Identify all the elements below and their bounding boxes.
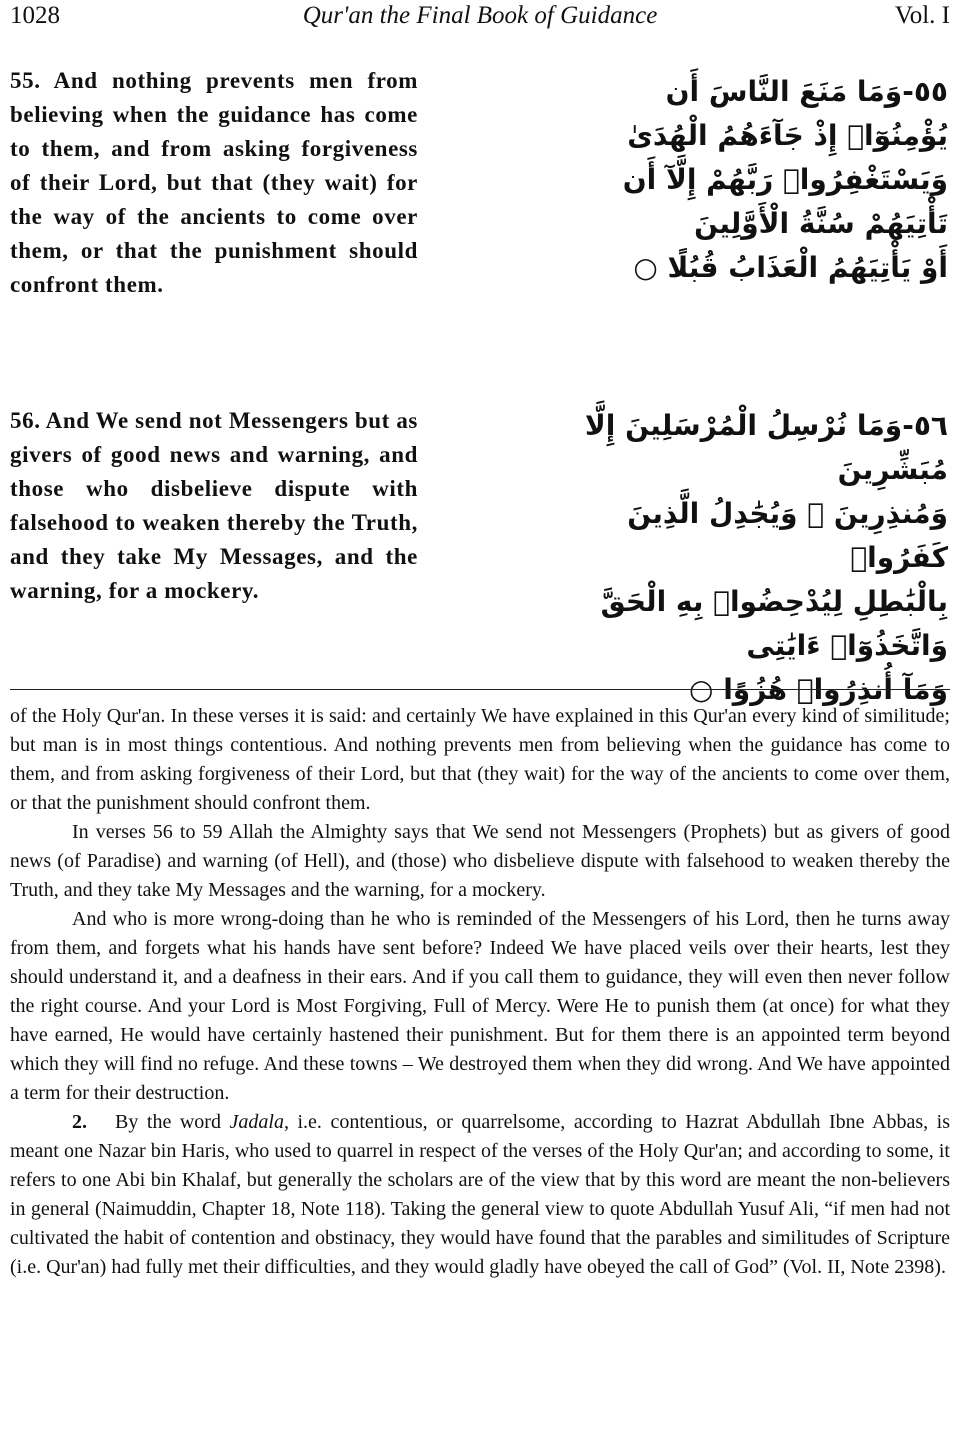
commentary	[10, 702, 950, 1282]
volume-label: Vol. I	[894, 2, 950, 29]
arabic-line: وَاتَّخَذُوٓا۟ ءَايَٰتِى	[746, 629, 948, 662]
commentary-paragraph: of the Holy Qur'an. In these verses it is said: and certainly We have explained in this Qur'an every kind of similitude; but man is in most things contentious. And nothing prevents men from believing when the guidance has come to them, and from asking forgiveness of their Lord, but that (they wait) for the way of the ancients to come over them, or that the punishment should confront them.	[10, 705, 950, 814]
arabic-line: أَوْ يَأْتِيَهُمُ الْعَذَابُ قُبُلًا ○	[633, 251, 948, 284]
commentary-paragraph: In verses 56 to 59 Allah the Almighty says that We send not Messengers (Prophets) but as givers of good news (of Paradise) and warning (of Hell), and (those) who disbelieve dispute with falsehood to weaken thereby the Truth, and they take My Messages and the warning, for a mockery.	[10, 821, 950, 901]
note-term: Jadala,	[229, 1111, 289, 1133]
note-text: By the word	[115, 1111, 230, 1133]
note-number: 2.	[72, 1111, 87, 1133]
running-title: Qur'an the Final Book of Guidance	[302, 2, 658, 29]
arabic-line: وَمَآ أُنذِرُوا۟ هُزُوًا ○	[689, 673, 948, 706]
note-text: i.e. contentious, or quarrelsome, according to Hazrat Abdullah Ibne Abbas, is meant one Nazar bin Haris, who used to quarrel in respect of the verses of the Holy Qur'an; and according to some, it refers to one Abi bin Khalaf, but generally the scholars are of the view that by this word are meant the non-believers in general (Naimuddin, Chapter 18, Note 118). Taking the general view to quote Abdullah Yusuf Ali, “if men had not cultivated the habit of contention and obstinacy, they would have found that the parables and similitudes of Scripture (i.e. Qur'an) had fully met their difficulties, and they would gladly have obeyed the call of God” (Vol. II, Note 2398).	[10, 1111, 950, 1278]
arabic-line: وَمُنذِرِينَ ۚ وَيُجَٰدِلُ الَّذِينَ كَفَرُوا۟	[627, 497, 948, 574]
arabic-line: بِالْبَٰطِلِ لِيُدْحِضُوا۟ بِهِ الْحَقَّ	[600, 585, 948, 618]
section-divider	[10, 689, 950, 690]
arabic-line: وَيَسْتَغْفِرُوا۟ رَبَّهُمْ إِلَّآ أَن	[622, 163, 948, 196]
verse-56-translation: 56. And We send not Messengers but as givers of good news and warning, and those who disbelieve dispute with falsehood to weaken thereby the Truth, and they take My Messages, and the warning, for a mockery.	[10, 408, 418, 603]
footnote-2	[10, 1108, 950, 1282]
commentary-paragraph: And who is more wrong-doing than he who is reminded of the Messengers of his Lord, then he turns away from them, and forgets what his hands have sent before? Indeed We have placed veils over their hearts, lest they should understand it, and a deafness in their ears. And if you call them to guidance, they will even then never follow the right course. And your Lord is Most Forgiving, Full of Mercy. Were He to punish them (at once) for what they have earned, He would have certainly hastened their punishment. But for them there is an appointed term beyond which they will find no refuge. And these towns – We destroyed them when they did wrong. And We have appointed a term for their destruction.	[10, 908, 950, 1104]
arabic-line: يُؤْمِنُوٓا۟ إِذْ جَآءَهُمُ الْهُدَىٰ	[627, 119, 948, 152]
arabic-line: تَأْتِيَهُمْ سُنَّةُ الْأَوَّلِينَ	[694, 207, 948, 240]
page-header	[10, 2, 950, 36]
arabic-line: ٥٦-وَمَا نُرْسِلُ الْمُرْسَلِينَ إِلَّا مُبَشِّرِينَ	[584, 409, 948, 486]
page-number: 1028	[10, 2, 60, 29]
arabic-line: ٥٥-وَمَا مَنَعَ النَّاسَ أَن	[665, 75, 948, 108]
verse-55-arabic	[538, 70, 948, 290]
verse-56-arabic	[538, 404, 948, 712]
verse-55-translation: 55. And nothing prevents men from believing when the guidance has come to them, and from asking forgiveness of their Lord, but that (they wait) for the way of the ancients to come over them, or that the punishment should confront them.	[10, 68, 418, 297]
